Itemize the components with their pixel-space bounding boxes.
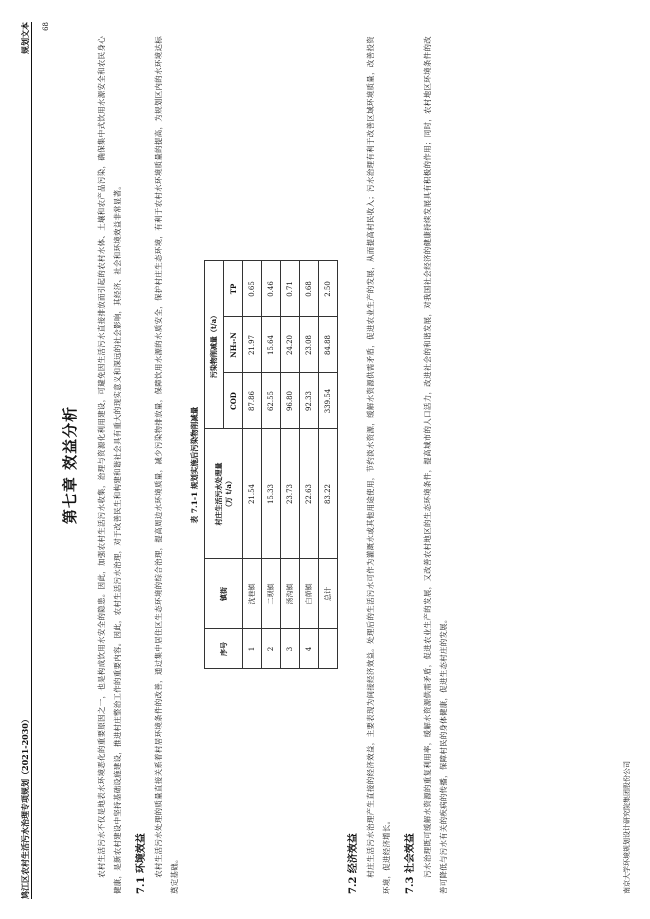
section-title-social: 7.3 社会效益 [405, 833, 416, 894]
cell-cod: 62.55 [262, 373, 281, 429]
pollutant-reduction-table [204, 261, 338, 670]
cell-no [319, 629, 338, 669]
cell-cod: 96.80 [281, 373, 300, 429]
cell-tp: 0.71 [281, 261, 300, 317]
header-volume [205, 429, 243, 559]
cell-no: 3 [281, 629, 300, 669]
table-row-total [319, 261, 338, 669]
cell-town: 汤沟镇 [281, 559, 300, 629]
cell-tp: 0.46 [262, 261, 281, 317]
cell-volume: 21.54 [243, 429, 262, 559]
header-reduction-group: 污染物削减量（t/a） [205, 261, 224, 429]
table-row [262, 261, 281, 669]
cell-no: 1 [243, 629, 262, 669]
cell-nh3: 15.64 [262, 317, 281, 373]
intro-paragraph: 农村生活污水不仅是地表水环境恶化的重要原因之一，也是构成饮用水安全的隐患。因此，加强农村生活污水收集，治理与资源化利用建设，可避免因生活污水直接排放而引起的农村水体、土壤和农产品污染，确保集中式饮用水源安全和农民身心健康，是新农村建设中坚持基础设施建设，推进村庄整治工作的重要内容。因此，农村生活污水治理，对于改善民生和构建和谐社会具有重大的现实意义和深远的社会影响，其经济、社会和环境效益非常显著。 [97, 36, 122, 894]
section-text-social: 污水治理既可缓解水资源的重复利用率，缓解水资源供需矛盾，促进农业生产的发展，又改善农村地区的生态环境条件，提高城市的人口活力，改进社会的和谐发展，对我国社会经济的健康持续发展具有积极的作用；同时，农村地区环境条件的改善可降低与污水有关的疾病的传播，保障村民的身体健康，促进生态村庄的发展。 [423, 36, 448, 894]
table-row [243, 261, 262, 669]
header-doc-type: 规划文本 [20, 22, 30, 54]
cell-no: 4 [300, 629, 319, 669]
header-nh3: NH₃-N [224, 317, 243, 373]
cell-volume: 23.73 [281, 429, 300, 559]
cell-tp: 0.68 [300, 261, 319, 317]
cell-town: 二坝镇 [262, 559, 281, 629]
section-text-environmental: 农村生活污水处理的质量直接关系着村居环境条件的改善，通过集中居住区生态环境的综合治理，提高周边水环境质量，减少污染物排放量，保障饮用水源的水质安全，保护村庄生态环境，有利于农村水环境质量的提高，为规划区内的水环境达标奠定基础。 [154, 36, 179, 894]
page-body [43, 36, 452, 894]
cell-nh3: 23.08 [300, 317, 319, 373]
section-title-economic: 7.2 经济效益 [348, 833, 359, 894]
cell-cod: 87.86 [243, 373, 262, 429]
cell-nh3: 24.20 [281, 317, 300, 373]
header-tp: TP [224, 261, 243, 317]
cell-no: 2 [262, 629, 281, 669]
footer-organization: 南京大学环境规划设计研究院集团股份公司 [623, 761, 631, 894]
cell-volume: 22.63 [300, 429, 319, 559]
table-caption: 表 7.1-1 规划实施后污染物削减量 [190, 406, 199, 524]
chapter-title: 第七章 效益分析 [61, 405, 79, 525]
header-volume-line1: 村庄生活污水处理量 [213, 462, 223, 526]
cell-tp: 0.65 [243, 261, 262, 317]
cell-volume: 15.33 [262, 429, 281, 559]
header-volume-line2: （万 t/a） [223, 477, 233, 511]
cell-town: 白茆镇 [300, 559, 319, 629]
header-cod: COD [224, 373, 243, 429]
page-number: 68 [42, 22, 50, 31]
header-divider [31, 22, 32, 899]
cell-volume: 83.22 [319, 429, 338, 559]
header-town: 镇街 [205, 559, 243, 629]
table-row [281, 261, 300, 669]
section-title-environmental: 7.1 环境效益 [136, 833, 147, 894]
header-no: 序号 [205, 629, 243, 669]
cell-nh3: 21.97 [243, 317, 262, 373]
cell-tp: 2.50 [319, 261, 338, 317]
cell-town: 沈巷镇 [243, 559, 262, 629]
cell-cod: 92.33 [300, 373, 319, 429]
cell-town: 总计 [319, 559, 338, 629]
header-title: 鸠江区农村生活污水治理专项规划（2021-2030） [20, 715, 30, 899]
section-text-economic: 村庄生活污水治理产生直接的经济效益，主要表现为间接经济效益。处理后的生活污水可作为灌溉水或其他用途使用，节约淡水资源，缓解水资源供需矛盾，促进农业生产的发展，从而提高村民收入；污水治理有利于改善区域环境质量，改善投资环境，促进经济增长。 [366, 36, 391, 894]
table-row [300, 261, 319, 669]
cell-nh3: 84.88 [319, 317, 338, 373]
cell-cod: 339.54 [319, 373, 338, 429]
